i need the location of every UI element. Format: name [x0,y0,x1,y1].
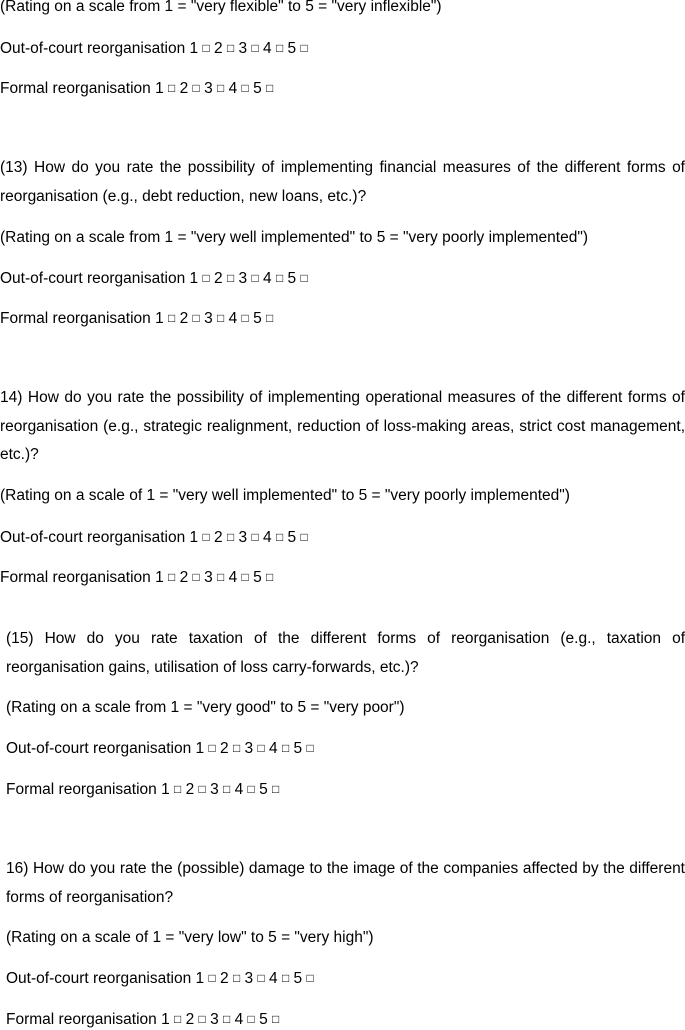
scale-number-4: 4 [263,529,272,546]
rating-note-15: (Rating on a scale from 1 = "very good" to 5 = "very poor") [6,699,405,716]
scale-number-2: 2 [179,80,189,97]
question-13: (13) How do you rate the possibility of implementing financial measures of the different forms of reorganisation (e.g., debt reduction, new loans, etc.)? [0,159,685,205]
scale-number-5: 5 [287,529,297,546]
checkbox-2[interactable]: □ [226,271,235,285]
scale-number-3: 3 [238,40,248,57]
checkbox-4[interactable]: □ [247,1012,255,1026]
checkbox-2[interactable]: □ [192,570,200,584]
scale-number-2: 2 [179,569,189,586]
checkbox-5[interactable]: □ [306,971,314,985]
scale-number-3: 3 [238,529,248,546]
checkbox-3[interactable]: □ [223,782,231,796]
question-15: (15) How do you rate taxation of the different forms of reorganisation (e.g., taxation of reorganisation gains, utilisation of loss carry-forwards, etc.)? [6,630,685,676]
rating-note-12: (Rating on a scale from 1 = "very flexible" to 5 = "very inflexible") [0,0,442,15]
checkbox-1[interactable]: □ [202,271,210,285]
rating-note-16: (Rating on a scale of 1 = "very low" to 5 = "very high") [6,929,374,946]
scale-number-3: 3 [238,270,248,287]
checkbox-2[interactable]: □ [192,311,200,325]
checkbox-5[interactable]: □ [306,741,314,755]
scale-number-4: 4 [269,740,278,757]
row-label: Out-of-court reorganisation [6,970,192,987]
checkbox-4[interactable]: □ [247,782,255,796]
scale-number-2: 2 [220,740,229,757]
scale-row-out-of-court-13 [0,268,308,288]
scale-number-3: 3 [204,310,213,327]
scale-number-1: 1 [195,970,205,987]
scale-number-5: 5 [253,569,262,586]
rating-note-14: (Rating on a scale of 1 = "very well implemented" to 5 = "very poorly implemented") [0,487,570,504]
scale-number-4: 4 [228,80,238,97]
scale-row-out-of-court-14 [0,527,308,547]
row-label: Formal reorganisation [0,310,151,327]
scale-number-2: 2 [179,310,189,327]
scale-number-3: 3 [204,80,213,97]
row-label: Out-of-court reorganisation [0,40,186,57]
scale-number-1: 1 [161,781,170,798]
checkbox-5[interactable]: □ [300,271,308,285]
row-label: Formal reorganisation [6,781,157,798]
checkbox-4[interactable]: □ [241,570,249,584]
scale-number-3: 3 [244,740,254,757]
row-label: Formal reorganisation [0,80,151,97]
scale-number-1: 1 [189,529,199,546]
scale-number-4: 4 [228,310,238,327]
scale-number-3: 3 [204,569,213,586]
scale-number-5: 5 [253,80,262,97]
scale-number-5: 5 [253,310,262,327]
checkbox-1[interactable]: □ [208,971,216,985]
checkbox-1[interactable]: □ [174,782,182,796]
checkbox-2[interactable]: □ [192,81,200,95]
checkbox-4[interactable]: □ [281,971,290,985]
scale-number-4: 4 [228,569,238,586]
row-label: Out-of-court reorganisation [0,270,186,287]
scale-number-3: 3 [244,970,254,987]
checkbox-2[interactable]: □ [198,1012,206,1026]
scale-number-5: 5 [287,270,297,287]
checkbox-5[interactable]: □ [300,530,308,544]
checkbox-2[interactable]: □ [232,971,241,985]
scale-number-2: 2 [220,970,229,987]
scale-number-3: 3 [210,781,219,798]
checkbox-2[interactable]: □ [226,41,235,55]
checkbox-4[interactable]: □ [241,81,249,95]
scale-number-4: 4 [269,970,278,987]
checkbox-3[interactable]: □ [251,41,259,55]
checkbox-1[interactable]: □ [168,570,176,584]
checkbox-5[interactable]: □ [300,41,308,55]
scale-row-out-of-court-15 [6,738,314,758]
checkbox-4[interactable]: □ [275,41,284,55]
checkbox-1[interactable]: □ [208,741,216,755]
scale-number-2: 2 [214,40,223,57]
scale-number-1: 1 [155,310,164,327]
checkbox-1[interactable]: □ [168,81,176,95]
row-label: Formal reorganisation [6,1011,157,1028]
checkbox-2[interactable]: □ [232,741,241,755]
row-label: Out-of-court reorganisation [0,529,186,546]
scale-number-1: 1 [161,1011,170,1028]
scale-row-formal-14 [0,567,273,587]
checkbox-3[interactable]: □ [217,81,225,95]
scale-number-4: 4 [234,781,244,798]
checkbox-2[interactable]: □ [198,782,206,796]
checkbox-4[interactable]: □ [281,741,290,755]
checkbox-5[interactable]: □ [272,1012,280,1026]
question-16: 16) How do you rate the (possible) damage to the image of the companies affected by the different forms of reorganisation? [6,860,685,906]
checkbox-4[interactable]: □ [241,311,249,325]
scale-number-1: 1 [189,40,199,57]
checkbox-2[interactable]: □ [226,530,235,544]
checkbox-3[interactable]: □ [217,311,225,325]
scale-number-3: 3 [210,1011,219,1028]
scale-number-2: 2 [214,270,223,287]
scale-number-5: 5 [259,781,268,798]
checkbox-3[interactable]: □ [251,530,259,544]
scale-number-1: 1 [189,270,199,287]
checkbox-3[interactable]: □ [257,741,265,755]
scale-row-formal-13 [0,308,273,328]
scale-number-5: 5 [259,1011,268,1028]
scale-row-formal-16 [6,1009,279,1029]
rating-note-13: (Rating on a scale from 1 = "very well implemented" to 5 = "very poorly implemented") [0,229,589,246]
checkbox-5[interactable]: □ [266,311,274,325]
checkbox-3[interactable]: □ [223,1012,231,1026]
checkbox-5[interactable]: □ [272,782,280,796]
scale-number-2: 2 [214,529,223,546]
checkbox-5[interactable]: □ [266,81,274,95]
question-14: 14) How do you rate the possibility of implementing operational measures of the different forms of reorganisation (e.g., strategic realignment, reduction of loss-making areas, strict cost management, etc.)? [0,389,685,463]
scale-number-2: 2 [185,1011,195,1028]
checkbox-3[interactable]: □ [217,570,225,584]
scale-row-out-of-court-16 [6,968,314,988]
checkbox-3[interactable]: □ [251,271,259,285]
scale-row-formal-15 [6,779,279,799]
scale-number-1: 1 [155,569,164,586]
scale-number-5: 5 [287,40,297,57]
scale-number-1: 1 [155,80,164,97]
scale-number-5: 5 [293,740,303,757]
checkbox-5[interactable]: □ [266,570,274,584]
checkbox-1[interactable]: □ [174,1012,182,1026]
checkbox-1[interactable]: □ [202,41,210,55]
checkbox-1[interactable]: □ [202,530,210,544]
checkbox-4[interactable]: □ [275,530,284,544]
checkbox-4[interactable]: □ [275,271,284,285]
scale-number-2: 2 [185,781,195,798]
scale-number-5: 5 [293,970,303,987]
scale-number-4: 4 [263,270,272,287]
scale-number-1: 1 [195,740,205,757]
row-label: Out-of-court reorganisation [6,740,192,757]
scale-row-formal-12 [0,78,273,98]
checkbox-3[interactable]: □ [257,971,265,985]
scale-number-4: 4 [263,40,272,57]
checkbox-1[interactable]: □ [168,311,176,325]
row-label: Formal reorganisation [0,569,151,586]
scale-row-out-of-court-12 [0,38,308,58]
scale-number-4: 4 [234,1011,244,1028]
